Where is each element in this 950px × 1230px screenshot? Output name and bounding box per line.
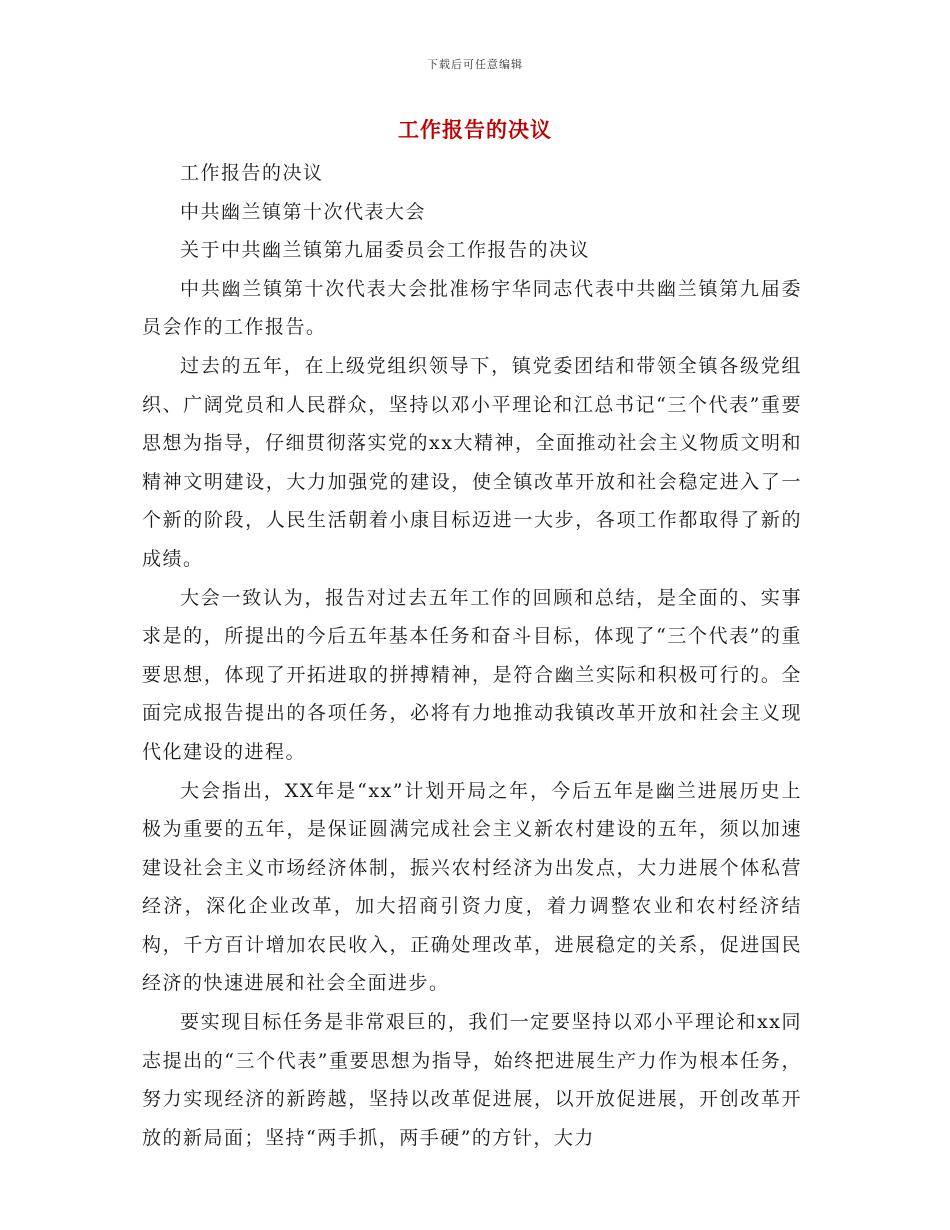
paragraph-assessment: 大会一致认为，报告对过去五年工作的回顾和总结，是全面的、实事求是的，所提出的今后五年基本任务和奋斗目标，体现了“三个代表”的重要思想，体现了开拓进取的拼搏精神，是符合幽兰实际和积极可行的。全面完成报告提出的各项任务，必将有力地推动我镇改革开放和社会主义现代化建设的进程。 <box>142 586 802 763</box>
paragraph-next-five-years: 大会指出，XX年是“xx”计划开局之年，今后五年是幽兰进展历史上极为重要的五年，是保证圆满完成社会主义新农村建设的五年，须以加速建设社会主义市场经济体制，振兴农村经济为出发点，大力进展个体私营经济，深化企业改革，加大招商引资力度，着力调整农业和农村经济结构，千方百计增加农民收入，正确处理改革，进展稳定的关系，促进国民经济的快速进展和社会全面进步。 <box>142 779 802 995</box>
paragraph-past-five-years: 过去的五年，在上级党组织领导下，镇党委团结和带领全镇各级党组织、广阔党员和人民群众，坚持以邓小平理论和江总书记“三个代表”重要思想为指导，仔细贯彻落实党的xx大精神，全面推动社会主义物质文明和精神文明建设，大力加强党的建设，使全镇改革开放和社会稳定进入了一个新的阶段，人民生活朝着小康目标迈进一大步，各项工作都取得了新的成绩。 <box>142 354 802 570</box>
paragraph-heading: 工作报告的决议 <box>180 162 324 184</box>
page-header-note: 下载后可任意编辑 <box>427 58 523 71</box>
paragraph-goals: 要实现目标任务是非常艰巨的，我们一定要坚持以邓小平理论和xx同志提出的“三个代表”重要思想为指导，始终把进展生产力作为根本任务，努力实现经济的新跨越，坚持以改革促进展，以开放促进展，开创改革开放的新局面；坚持“两手抓，两手硬”的方针，大力 <box>142 1011 802 1149</box>
document-title: 工作报告的决议 <box>398 117 552 142</box>
paragraph-organization: 中共幽兰镇第十次代表大会 <box>180 200 427 223</box>
document-body <box>142 154 802 1157</box>
paragraph-approval: 中共幽兰镇第十次代表大会批准杨宇华同志代表中共幽兰镇第九届委员会作的工作报告。 <box>142 277 802 339</box>
paragraph-subject: 关于中共幽兰镇第九届委员会工作报告的决议 <box>180 239 591 262</box>
